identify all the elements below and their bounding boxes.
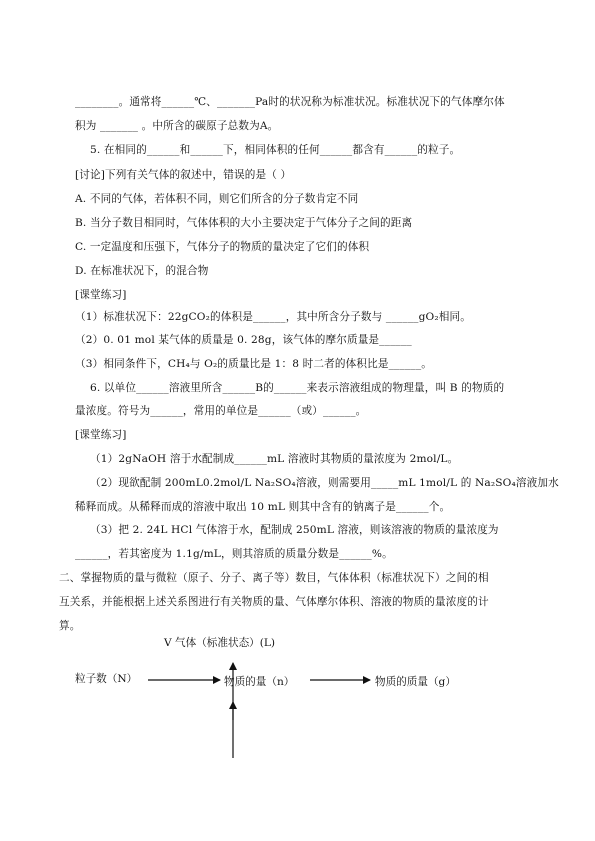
text-line-12: （3）相同条件下，CH₄与 O₂的质量比是 1：8 时二者的体积比是______。 — [75, 358, 433, 370]
diagram-label-amount-of-substance: 物质的量（n） — [224, 676, 295, 688]
text-line-18: 稀释而成。从稀释而成的溶液中取出 10 mL 则其中含有的钠离子是______个。 — [75, 501, 451, 513]
diagram-label-particle-count: 粒子数（N） — [75, 673, 138, 685]
text-line-11: （2）0. 01 mol 某气体的质量是 0. 28g，该气体的摩尔质量是______ — [75, 334, 412, 346]
text-line-17: （2）现欲配制 200mL0.2mol/L Na₂SO₄溶液，则需要用_____mL 1mol/L 的 Na₂SO₄溶液加水 — [90, 477, 559, 489]
diagram-label-gas-volume: V 气体（标准状态）(L) — [164, 637, 276, 649]
text-line-6: B. 当分子数目相同时，气体体积的大小主要决定于气体分子之间的距离 — [75, 217, 413, 229]
text-line-15: [课堂练习] — [75, 429, 127, 441]
text-line-1: ________。通常将______℃、_______Pa时的状况称为标准状况。标准状况下的气体摩尔体 — [75, 96, 505, 108]
text-line-23: 算。 — [59, 620, 81, 632]
text-line-19: （3）把 2. 24L HCl 气体溶于水，配制成 250mL 溶液，则该溶液的物质的量浓度为 — [90, 524, 499, 536]
text-line-13: 6. 以单位______溶液里所含______B的______来表示溶液组成的物理量，叫 B 的物质的 — [90, 382, 505, 394]
text-line-21: 二、掌握物质的量与微粒（原子、分子、离子等）数目，气体体积（标准状况下）之间的相 — [59, 572, 489, 584]
text-line-8: D. 在标准状况下，的混合物 — [75, 265, 209, 277]
text-line-2: 积为 _______ 。中所含的碳原子总数为A。 — [75, 120, 279, 132]
text-line-14: 量浓度。符号为______，常用的单位是______（或）______。 — [75, 405, 367, 417]
text-line-10: （1）标准状况下：22gCO₂的体积是______，其中所含分子数与 ______gO₂相同。 — [75, 311, 471, 323]
text-line-3: 5. 在相同的______和______下，相同体积的任何______都含有______的粒子。 — [90, 144, 461, 156]
diagram-label-mass: 物质的质量（g） — [375, 676, 456, 688]
text-line-5: A. 不同的气体，若体积不同，则它们所含的分子数肯定不同 — [75, 193, 359, 205]
text-line-4: [讨论]下列有关气体的叙述中，错误的是（ ） — [75, 169, 292, 181]
text-line-20: ______，若其密度为 1.1g/mL，则其溶质的质量分数是______%。 — [75, 548, 393, 560]
text-line-16: （1）2gNaOH 溶于水配制成______mL 溶液时其物质的量浓度为 2mol/L。 — [90, 453, 459, 465]
text-line-22: 互关系，并能根据上述关系图进行有关物质的量、气体摩尔体积、溶液的物质的量浓度的计 — [59, 596, 489, 608]
text-line-9: [课堂练习] — [75, 289, 127, 301]
text-line-7: C. 一定温度和压强下，气体分子的物质的量决定了它们的体积 — [75, 241, 370, 253]
